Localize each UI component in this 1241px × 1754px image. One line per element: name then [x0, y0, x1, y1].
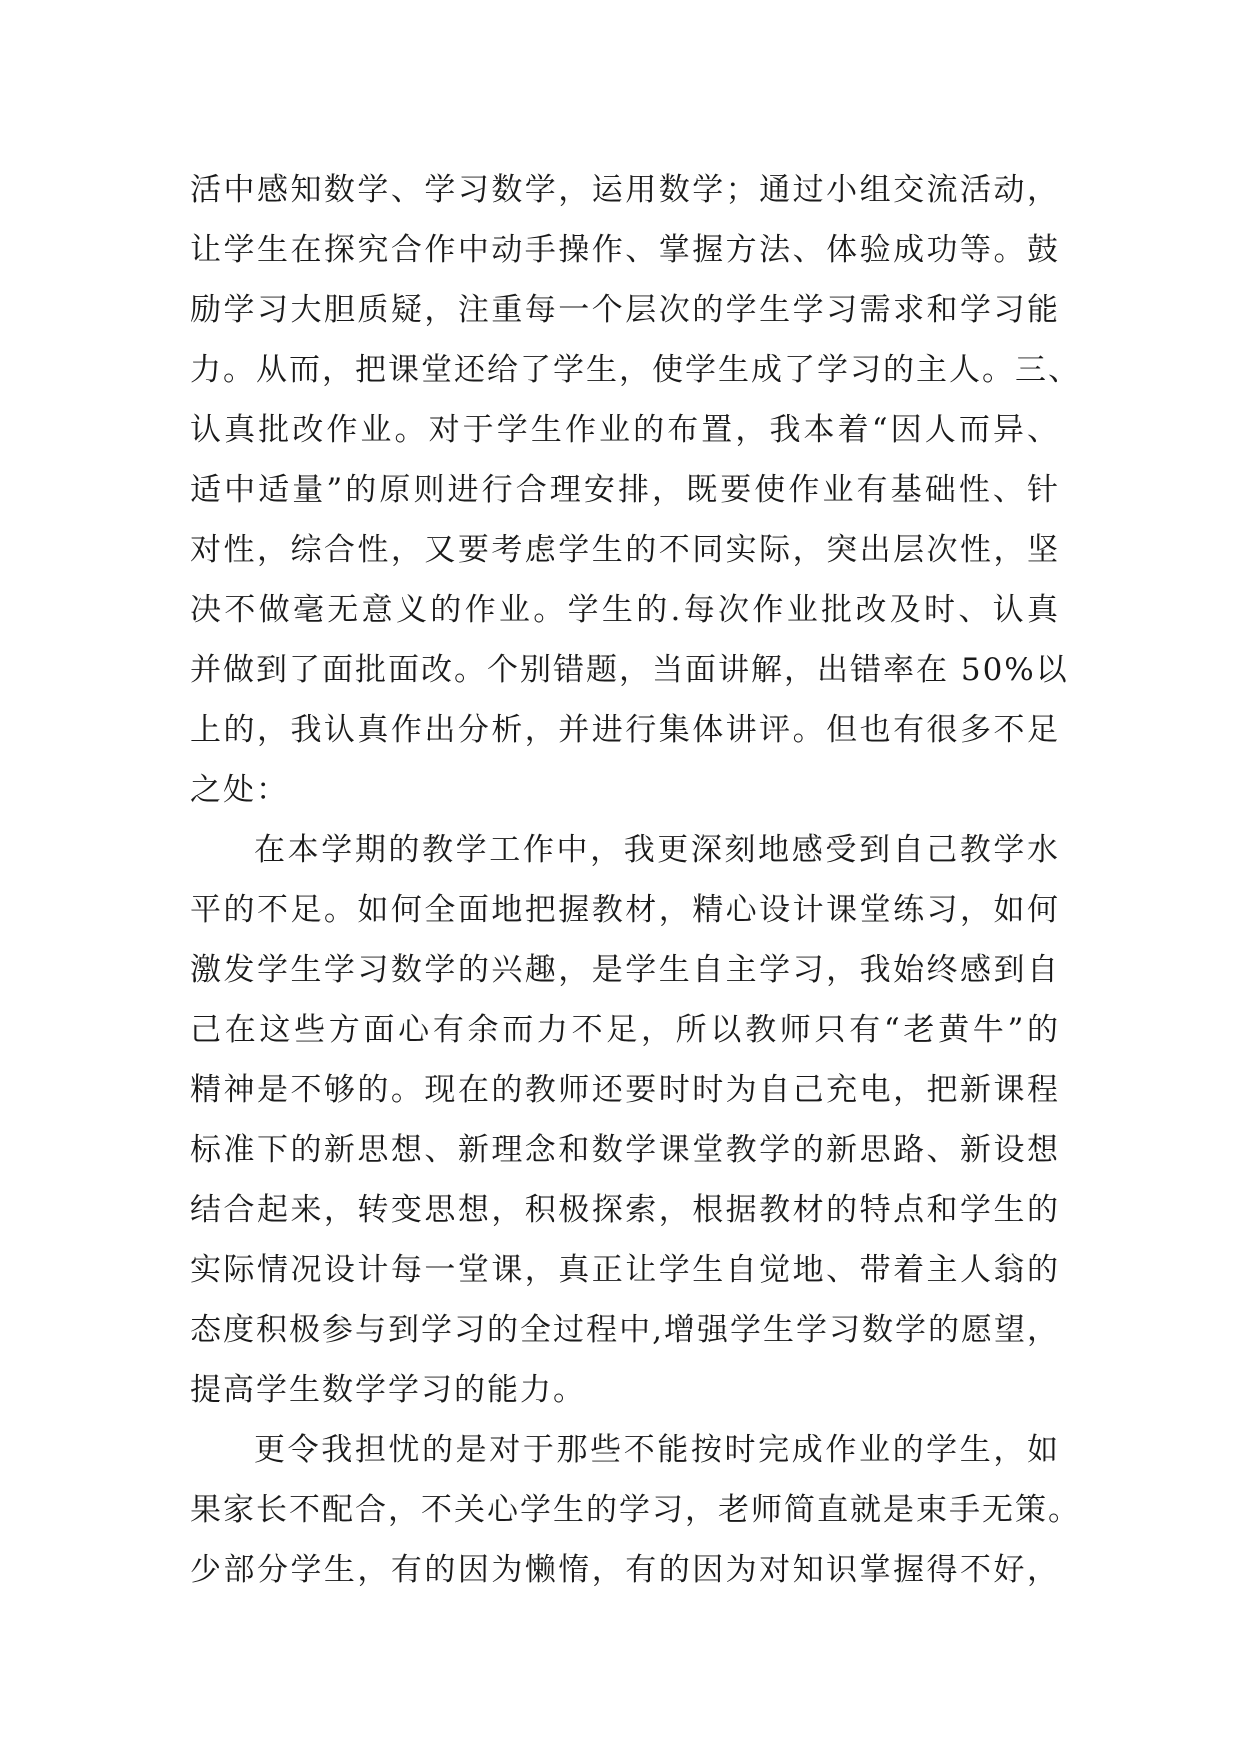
- text-line: 让学生在探究合作中动手操作、掌握方法、体验成功等。鼓: [190, 232, 1060, 268]
- text-line: 精神是不够的。现在的教师还要时时为自己充电，把新课程: [190, 1072, 1060, 1108]
- text-line: 提高学生数学学习的能力。: [190, 1372, 586, 1408]
- text-line: 上的，我认真作出分析，并进行集体讲评。但也有很多不足: [190, 712, 1060, 748]
- text-line: 己在这些方面心有余而力不足，所以教师只有“老黄牛”的: [190, 1012, 1060, 1048]
- paragraph-3: [190, 1420, 1081, 1600]
- text-line: 认真批改作业。对于学生作业的布置，我本着“因人而异、: [190, 412, 1060, 448]
- text-line: 标准下的新思想、新理念和数学课堂教学的新思路、新设想: [190, 1132, 1060, 1168]
- text-line: 之处：: [190, 772, 289, 808]
- document-body: [190, 160, 1081, 1600]
- text-line: 少部分学生，有的因为懒惰，有的因为对知识掌握得不好，: [190, 1552, 1060, 1588]
- text-line: 实际情况设计每一堂课，真正让学生自觉地、带着主人翁的: [190, 1252, 1060, 1288]
- text-line: 对性，综合性，又要考虑学生的不同实际，突出层次性，坚: [190, 532, 1060, 568]
- text-line: 励学习大胆质疑，注重每一个层次的学生学习需求和学习能: [190, 292, 1060, 328]
- paragraph-2: [190, 820, 1060, 1420]
- text-line: 激发学生学习数学的兴趣，是学生自主学习，我始终感到自: [190, 952, 1060, 988]
- text-line: 更令我担忧的是对于那些不能按时完成作业的学生，如: [254, 1432, 1060, 1468]
- text-line: 果家长不配合，不关心学生的学习，老师简直就是束手无策。: [190, 1492, 1081, 1528]
- text-line: 力。从而，把课堂还给了学生，使学生成了学习的主人。三、: [190, 352, 1081, 388]
- text-line: 态度积极参与到学习的全过程中,增强学生学习数学的愿望，: [190, 1312, 1060, 1348]
- text-line: 决不做毫无意义的作业。学生的.每次作业批改及时、认真: [190, 592, 1060, 628]
- text-line: 活中感知数学、学习数学，运用数学；通过小组交流活动，: [190, 172, 1060, 208]
- text-line: 适中适量”的原则进行合理安排，既要使作业有基础性、针: [190, 472, 1060, 508]
- text-line: 结合起来，转变思想，积极探索，根据教材的特点和学生的: [190, 1192, 1060, 1228]
- paragraph-1: [190, 160, 1081, 820]
- text-line: 并做到了面批面改。个别错题，当面讲解，出错率在 50%以: [190, 652, 1069, 688]
- text-line: 平的不足。如何全面地把握教材，精心设计课堂练习，如何: [190, 892, 1060, 928]
- text-line: 在本学期的教学工作中，我更深刻地感受到自己教学水: [254, 832, 1060, 868]
